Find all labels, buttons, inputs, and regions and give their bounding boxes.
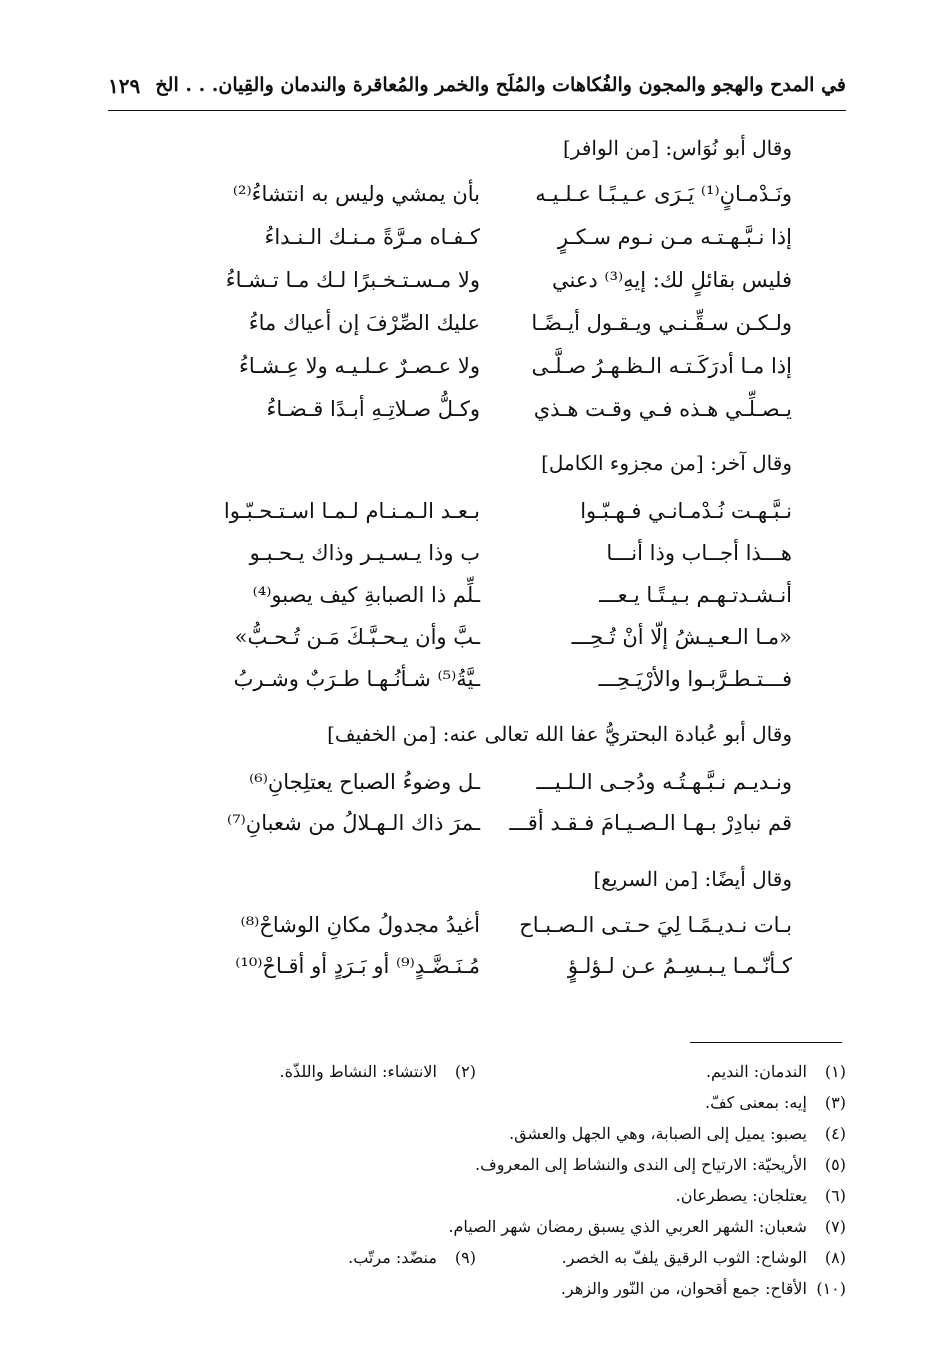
running-title: في المدح والهجو والمجون والفُكاهات والمُلَح والخمر والمُعاقرة والندمان والقِيان. . . الخ xyxy=(155,74,846,96)
footnote-number: (٣) xyxy=(824,1093,846,1112)
second-hemistich: ـلِّم ذا الصبابةِ كيف يصبو⁽⁴⁾ xyxy=(252,583,480,607)
first-hemistich: ونَـدْمـانٍ⁽¹⁾ يَـرَى عـيـبًـا عـلـيـه xyxy=(535,182,792,206)
verse-line xyxy=(140,499,792,539)
first-hemistich: نـبَّـهـت نُـدْمـانـي فـهـبّـوا xyxy=(580,499,792,523)
verse-line xyxy=(140,354,792,394)
verse-line xyxy=(140,311,792,351)
first-hemistich: ولـكـن سـقِّـنـي ويـقـول أيـضًـا xyxy=(531,311,792,335)
footnote-text: إيه: بمعنى كفّ. xyxy=(705,1093,807,1112)
second-hemistich: وكـلُّ صـلاتِـهِ أبـدًا قـضـاءُ xyxy=(266,397,480,421)
verse-line xyxy=(140,541,792,581)
footnote-number: (٧) xyxy=(824,1217,846,1236)
footnote xyxy=(562,1248,846,1267)
verse-line xyxy=(140,954,792,994)
verse-line xyxy=(140,913,792,953)
footnote-number: (٥) xyxy=(824,1155,846,1174)
first-hemistich: إذا نـبَّـهـتـه مـن نـوم سـكـرٍ xyxy=(557,225,792,249)
verse-line xyxy=(140,625,792,665)
second-hemistich: بـعـد الـمـنـام لـمـا اسـتـحـبّـوا xyxy=(223,499,480,523)
second-hemistich: ولا مـسـتـخـبرًا لـك مـا تـشـاءُ xyxy=(225,268,480,292)
footnote-number: (٢) xyxy=(454,1062,476,1081)
footnote xyxy=(280,1062,476,1081)
footnote-number: (١) xyxy=(824,1062,846,1081)
verse-line xyxy=(140,770,792,810)
poem-intro: وقال أبو نُوَاس: [من الوافر] xyxy=(562,136,792,160)
footnote-number: (٨) xyxy=(824,1248,846,1267)
first-hemistich: أنـشـدتـهـم بـيـتًـا يـعـــ xyxy=(599,583,792,607)
verse-line xyxy=(140,583,792,623)
second-hemistich: ـبَّ وأن يـحـبَّـكَ مَـن تُـحـبُّ» xyxy=(234,625,480,649)
second-hemistich: ـل وضوءُ الصباح يعتلِجانِ⁽⁶⁾ xyxy=(249,770,480,794)
second-hemistich: بأن يمشي وليس به انتشاءُ⁽²⁾ xyxy=(232,182,480,206)
footnotes-divider xyxy=(690,1042,842,1043)
header-divider xyxy=(108,110,846,111)
footnote-number: (٩) xyxy=(454,1248,476,1267)
second-hemistich: ب وذا يـسـيـر وذاك يـحـبـو xyxy=(249,541,480,565)
footnote xyxy=(448,1217,846,1236)
footnote-text: الوشاح: الثوب الرقيق يلفّ به الخصر. xyxy=(561,1248,807,1267)
second-hemistich: ولا عـصـرٌ عـلـيـه ولا عِـشـاءُ xyxy=(239,354,480,378)
footnote-text: يصبو: يميل إلى الصبابة، وهي الجهل والعشق. xyxy=(509,1124,807,1143)
footnote xyxy=(348,1248,476,1267)
poem-intro: وقال أيضًا: [من السريع] xyxy=(593,867,792,891)
page-header xyxy=(108,74,846,108)
footnote-text: الانتشاء: النشاط واللذّة. xyxy=(279,1062,437,1081)
footnote-text: شعبان: الشهر العربي الذي يسبق رمضان شهر الصيام. xyxy=(448,1217,807,1236)
first-hemistich: إذا مـا أدرَكَـتـه الـظـهـرُ صـلَّـى xyxy=(531,354,792,378)
second-hemistich: ـيَّةُ⁽⁵⁾ شـأنُـهـا طـرَبٌ وشـربُ xyxy=(233,667,480,691)
first-hemistich: فـــتـطـرَّبـوا والأرْيَـحِـــ xyxy=(598,667,792,691)
first-hemistich: قم نبادِرْ بـهـا الـصـيـامَ فـقـد أقـــ xyxy=(509,811,792,835)
footnote-text: منضّد: مرتّب. xyxy=(348,1248,437,1267)
footnote-text: يعتلجان: يصطرعان. xyxy=(675,1186,807,1205)
poem-intro: وقال آخر: [من مجزوء الكامل] xyxy=(541,451,792,475)
footnote xyxy=(705,1093,846,1112)
first-hemistich: هـــذا أجــاب وذا أنـــا xyxy=(606,541,792,565)
footnote xyxy=(561,1279,846,1298)
footnote xyxy=(706,1062,846,1081)
second-hemistich: مُـنَـضَّـدٍ⁽⁹⁾ أو بَـرَدٍ أو أقـاحْ⁽¹⁰⁾ xyxy=(235,954,480,978)
verse-line xyxy=(140,667,792,707)
footnote-number: (١٠) xyxy=(816,1279,846,1298)
verse-line xyxy=(140,182,792,222)
footnote xyxy=(475,1155,846,1174)
second-hemistich: ـمرَ ذاك الـهـلالُ من شعبانِ⁽⁷⁾ xyxy=(227,811,480,835)
first-hemistich: ونـديـم نـبَّـهـتُـه ودُجـى الـلـيـــ xyxy=(536,770,792,794)
footnote-text: الندمان: النديم. xyxy=(705,1062,807,1081)
footnote-number: (٦) xyxy=(824,1186,846,1205)
first-hemistich: «مـا الـعـيـشُ إلّا أنْ تُـحِـــ xyxy=(571,625,792,649)
footnote-text: الأقاح: جمع أقحوان، من النّور والزهر. xyxy=(560,1279,807,1298)
second-hemistich: أغيدُ مجدولُ مكانِ الوشاحْ⁽⁸⁾ xyxy=(240,913,480,937)
verse-line xyxy=(140,397,792,437)
verse-line xyxy=(140,268,792,308)
first-hemistich: كـأنّـمـا يـبـسِـمُ عـن لـؤلـؤٍ xyxy=(567,954,792,978)
verse-line xyxy=(140,225,792,265)
poem-intro: وقال أبو عُبادة البحتريُّ عفا الله تعالى عنه: [من الخفيف] xyxy=(327,722,792,746)
page-number: ١٢٩ xyxy=(108,74,141,98)
second-hemistich: عليك الصِّرْفَ إن أعياك ماءُ xyxy=(248,311,480,335)
first-hemistich: فليس بقائلٍ لك: إيهِ⁽³⁾ دعني xyxy=(552,268,792,292)
footnote xyxy=(676,1186,846,1205)
footnote-text: الأريحيّة: الارتياح إلى الندى والنشاط إلى المعروف. xyxy=(475,1155,807,1174)
footnote-number: (٤) xyxy=(824,1124,846,1143)
footnote xyxy=(509,1124,846,1143)
first-hemistich: بـات نـديـمًـا لِيَ حـتـى الـصـبـاح xyxy=(519,913,792,937)
first-hemistich: يـصـلِّـي هـذه فـي وقـت هـذي xyxy=(533,397,792,421)
verse-line xyxy=(140,811,792,851)
second-hemistich: كـفـاه مـرَّةً مـنـك الـنـداءُ xyxy=(264,225,480,249)
